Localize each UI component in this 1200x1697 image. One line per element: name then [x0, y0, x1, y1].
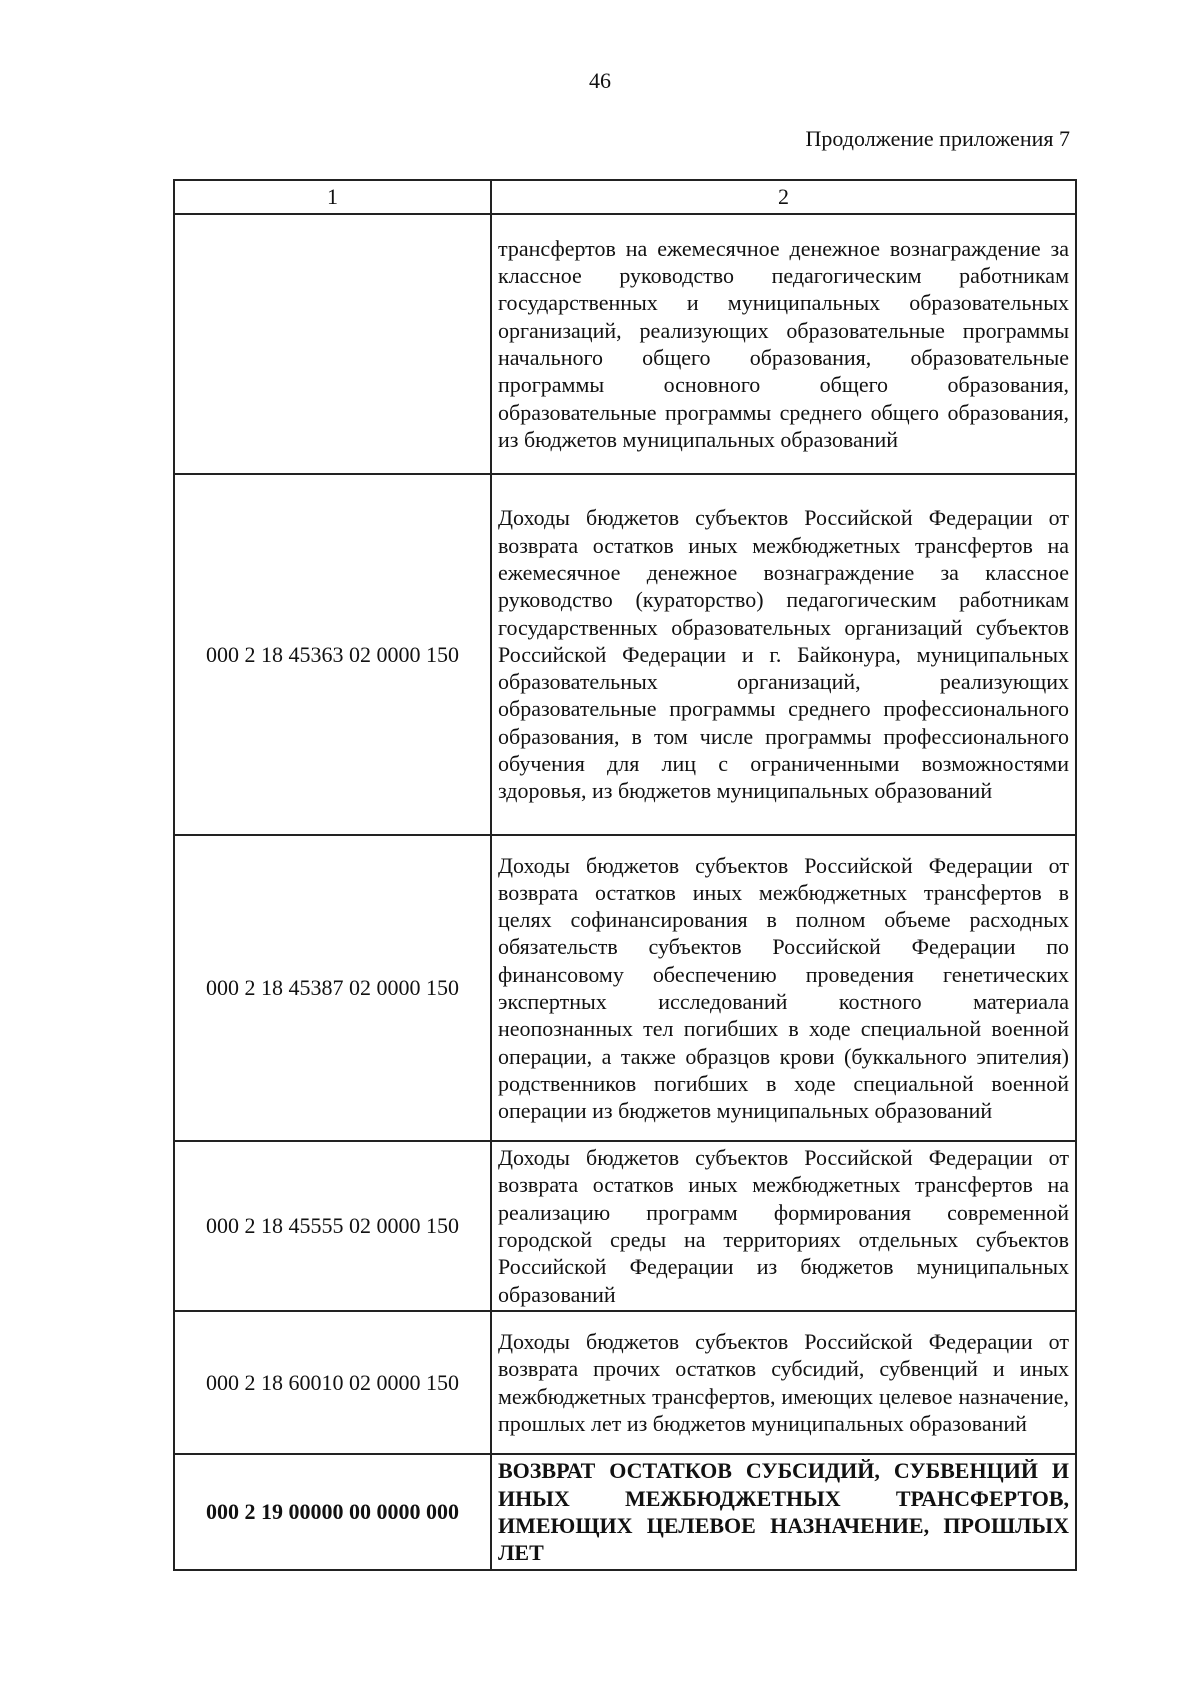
revenue-code-cell: 000 2 19 00000 00 0000 000 [174, 1454, 491, 1570]
revenue-description-cell: ВОЗВРАТ ОСТАТКОВ СУБСИДИЙ, СУБВЕНЦИЙ И ИНЫХ МЕЖБЮДЖЕТНЫХ ТРАНСФЕРТОВ, ИМЕЮЩИХ ЦЕЛЕВОЕ НАЗНАЧЕНИЕ, ПРОШЛЫХ ЛЕТ [491, 1454, 1076, 1570]
revenue-code-cell [174, 214, 491, 474]
table-row [174, 1311, 1076, 1454]
table-row [174, 474, 1076, 835]
revenue-description-cell: Доходы бюджетов субъектов Российской Федерации от возврата остатков иных межбюджетных трансфертов в целях софинансирования в полном объеме расходных обязательств субъектов Российской Федерации по финансовому обеспечению проведения генетических экспертных исследований костного материала неопознанных тел погибших в ходе специальной военной операции, а также образцов крови (буккального эпителия) родственников погибших в ходе специальной военной операции из бюджетов муниципальных образований [491, 835, 1076, 1141]
appendix-continuation-label: Продолжение приложения 7 [805, 126, 1070, 151]
revenue-code-cell: 000 2 18 45363 02 0000 150 [174, 474, 491, 835]
revenue-description-cell: трансфертов на ежемесячное денежное вознаграждение за классное руководство педагогическим работникам государственных и муниципальных образовательных организаций, реализующих образовательные программы начального общего образования, образовательные программы основного общего образования, образовательные программы среднего общего образования, из бюджетов муниципальных образований [491, 214, 1076, 474]
page-number: 46 [589, 68, 611, 93]
table-row [174, 1141, 1076, 1311]
revenue-description-cell: Доходы бюджетов субъектов Российской Федерации от возврата остатков иных межбюджетных трансфертов на ежемесячное денежное вознаграждение за классное руководство (кураторство) педагогическим работникам государственных образовательных организаций субъектов Российской Федерации и г. Байконура, муниципальных образовательных организаций, реализующих образовательные программы среднего профессионального образования, в том числе программы профессионального обучения для лиц с ограниченными возможностями здоровья, из бюджетов муниципальных образований [491, 474, 1076, 835]
revenue-codes-table [173, 179, 1077, 1571]
column-header-1: 1 [174, 180, 491, 214]
table-row [174, 214, 1076, 474]
revenue-code-cell: 000 2 18 45555 02 0000 150 [174, 1141, 491, 1311]
table-row-total [174, 1454, 1076, 1570]
column-header-2: 2 [491, 180, 1076, 214]
table-row [174, 835, 1076, 1141]
table-header-row [174, 180, 1076, 214]
revenue-code-cell: 000 2 18 60010 02 0000 150 [174, 1311, 491, 1454]
revenue-code-cell: 000 2 18 45387 02 0000 150 [174, 835, 491, 1141]
revenue-description-cell: Доходы бюджетов субъектов Российской Федерации от возврата остатков иных межбюджетных трансфертов на реализацию программ формирования современной городской среды на территориях отдельных субъектов Российской Федерации из бюджетов муниципальных образований [491, 1141, 1076, 1311]
revenue-description-cell: Доходы бюджетов субъектов Российской Федерации от возврата прочих остатков субсидий, субвенций и иных межбюджетных трансфертов, имеющих целевое назначение, прошлых лет из бюджетов муниципальных образований [491, 1311, 1076, 1454]
